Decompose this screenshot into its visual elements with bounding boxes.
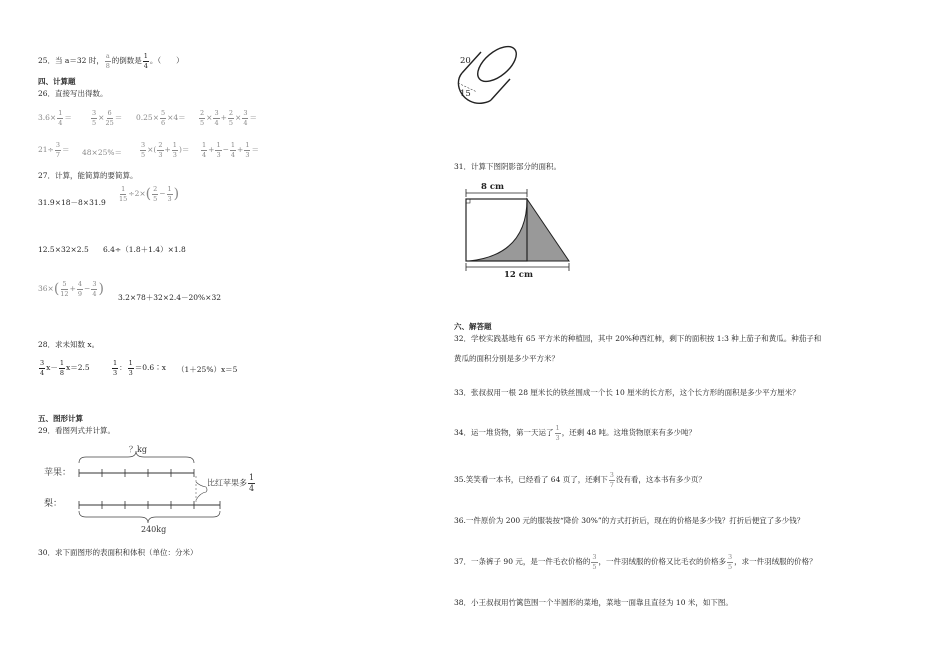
question-28-title: 28．求未知数 x。	[38, 340, 100, 349]
q26-item-4: $\frac{2}{5}$ × $\frac{3}{4}$ + $\frac{2}{5}$ × $\frac{3}{4}$ ＝	[200, 109, 257, 127]
cylinder-diameter-label: 20	[460, 56, 471, 66]
fraction: $\frac{1}{4}$	[143, 52, 148, 70]
q27-expr-5: 36×( $\frac{5}{12}$ + $\frac{4}{9}$ − $\frac{3}{4}$ )	[38, 280, 104, 298]
q27-expr-2: $\frac{1}{15}$ ÷2×( $\frac{2}{5}$ − $\frac{1}{3}$ )	[119, 185, 180, 203]
question-27-title: 27．计算，能简算的要简算。	[38, 171, 138, 180]
bottom-length-label: 12 cm	[504, 270, 533, 280]
question-25: 25．当 a＝32 时， $\frac{a}{8}$ 的倒数是 $\frac{1}{4}$ 。（ ）	[38, 52, 184, 70]
question-31: 31．计算下图阴影部分的面积。	[454, 162, 562, 171]
fraction: $\frac{a}{8}$	[105, 52, 110, 70]
q28-eq-3: （1＋25%）x＝5	[177, 365, 238, 374]
q27-expr-4: 6.4÷（1.8＋1.4）×1.8	[103, 245, 186, 254]
question-36: 36.一件原价为 200 元的服装按“降价 30%”的方式打折后，现在的价格是多少钱？打折后便宜了多少钱？	[454, 516, 805, 525]
q27-expr-3: 12.5×32×2.5	[38, 245, 89, 254]
q26-item-6: 48×25%＝	[82, 148, 122, 157]
q28-eq-1: $\frac{3}{4}$ x－ $\frac{1}{8}$ x＝2.5	[40, 359, 90, 377]
q26-item-2: $\frac{3}{5}$ × $\frac{6}{25}$ ＝	[92, 109, 123, 127]
q26-item-3: 0.25× $\frac{5}{6}$ ×4＝	[136, 109, 186, 127]
cylinder-figure	[450, 40, 530, 110]
question-30: 30．求下面图形的表面积和体积（单位：分米）	[38, 548, 198, 557]
question-34: 34．运一堆货物，第一天运了 $\frac{1}{3}$ ，还剩 48 吨。这堆货物原来有多少吨？	[454, 424, 696, 442]
question-32-line-2: 黄瓜的面积分别是多少平方米？	[454, 354, 559, 363]
q26-item-5: 21÷ $\frac{3}{7}$ ＝	[38, 141, 70, 159]
shaded-area-figure	[450, 180, 580, 280]
pear-label: 梨：	[44, 499, 63, 509]
question-35: 35.笑笑看一本书，已经看了 64 页了，还剩下 $\frac{3}{7}$ 没有看，这本书有多少页？	[454, 471, 706, 489]
q27-expr-6: 3.2×78＋32×2.4－20%×32	[118, 293, 222, 302]
line-segment-diagram	[0, 0, 300, 560]
q27-expr-1: 31.9×18－8×31.9	[38, 198, 106, 207]
q26-item-7: $\frac{3}{5}$ ×( $\frac{2}{3}$ + $\frac{1}{3}$ )＝	[141, 141, 190, 159]
question-38: 38．小王叔叔用竹篱笆围一个半圆形的菜地，菜地一面靠且直径为 10 米，如下图。	[454, 598, 733, 607]
question-26-title: 26．直接写出得数。	[38, 89, 108, 98]
question-32-line-1: 32．学校实践基地有 65 平方米的种植园，其中 20%种西红柿，剩下的面积按 1:3 种上茄子和黄瓜。种茄子和	[454, 334, 822, 343]
apple-label: 苹果：	[44, 468, 72, 478]
extra-note: 比红苹果多 $\frac{1}{4}$	[207, 473, 255, 493]
cylinder-height-label: 15	[460, 89, 471, 99]
section-6-heading: 六、解答题	[454, 322, 492, 331]
top-length-label: 8 cm	[481, 182, 505, 192]
q28-eq-2: $\frac{1}{3}$ ： $\frac{1}{3}$ ＝0.6∶x	[113, 359, 166, 377]
unknown-weight-label: ？kg	[129, 445, 147, 454]
q26-item-8: $\frac{1}{4}$ + $\frac{1}{3}$ − $\frac{1}{4}$ + $\frac{1}{3}$ ＝	[202, 141, 259, 159]
q26-item-1: 3.6× $\frac{1}{4}$ ＝	[38, 109, 72, 127]
question-33: 33．张叔叔用一根 28 厘米长的铁丝围成一个长 10 厘米的长方形，这个长方形的面积是多少平方厘米？	[454, 388, 800, 397]
section-4-heading: 四、计算题	[38, 77, 76, 86]
section-5-heading: 五、图形计算	[38, 414, 83, 423]
question-37: 37．一条裤子 90 元，是一件毛衣价格的 $\frac{3}{5}$ ，一件羽绒服的价格又比毛衣的价格多 $\frac{3}{5}$ ，求一件羽绒服的价格？	[454, 553, 817, 571]
total-weight-label: 240kg	[141, 525, 167, 534]
question-29-title: 29．看图列式并计算。	[38, 426, 116, 435]
